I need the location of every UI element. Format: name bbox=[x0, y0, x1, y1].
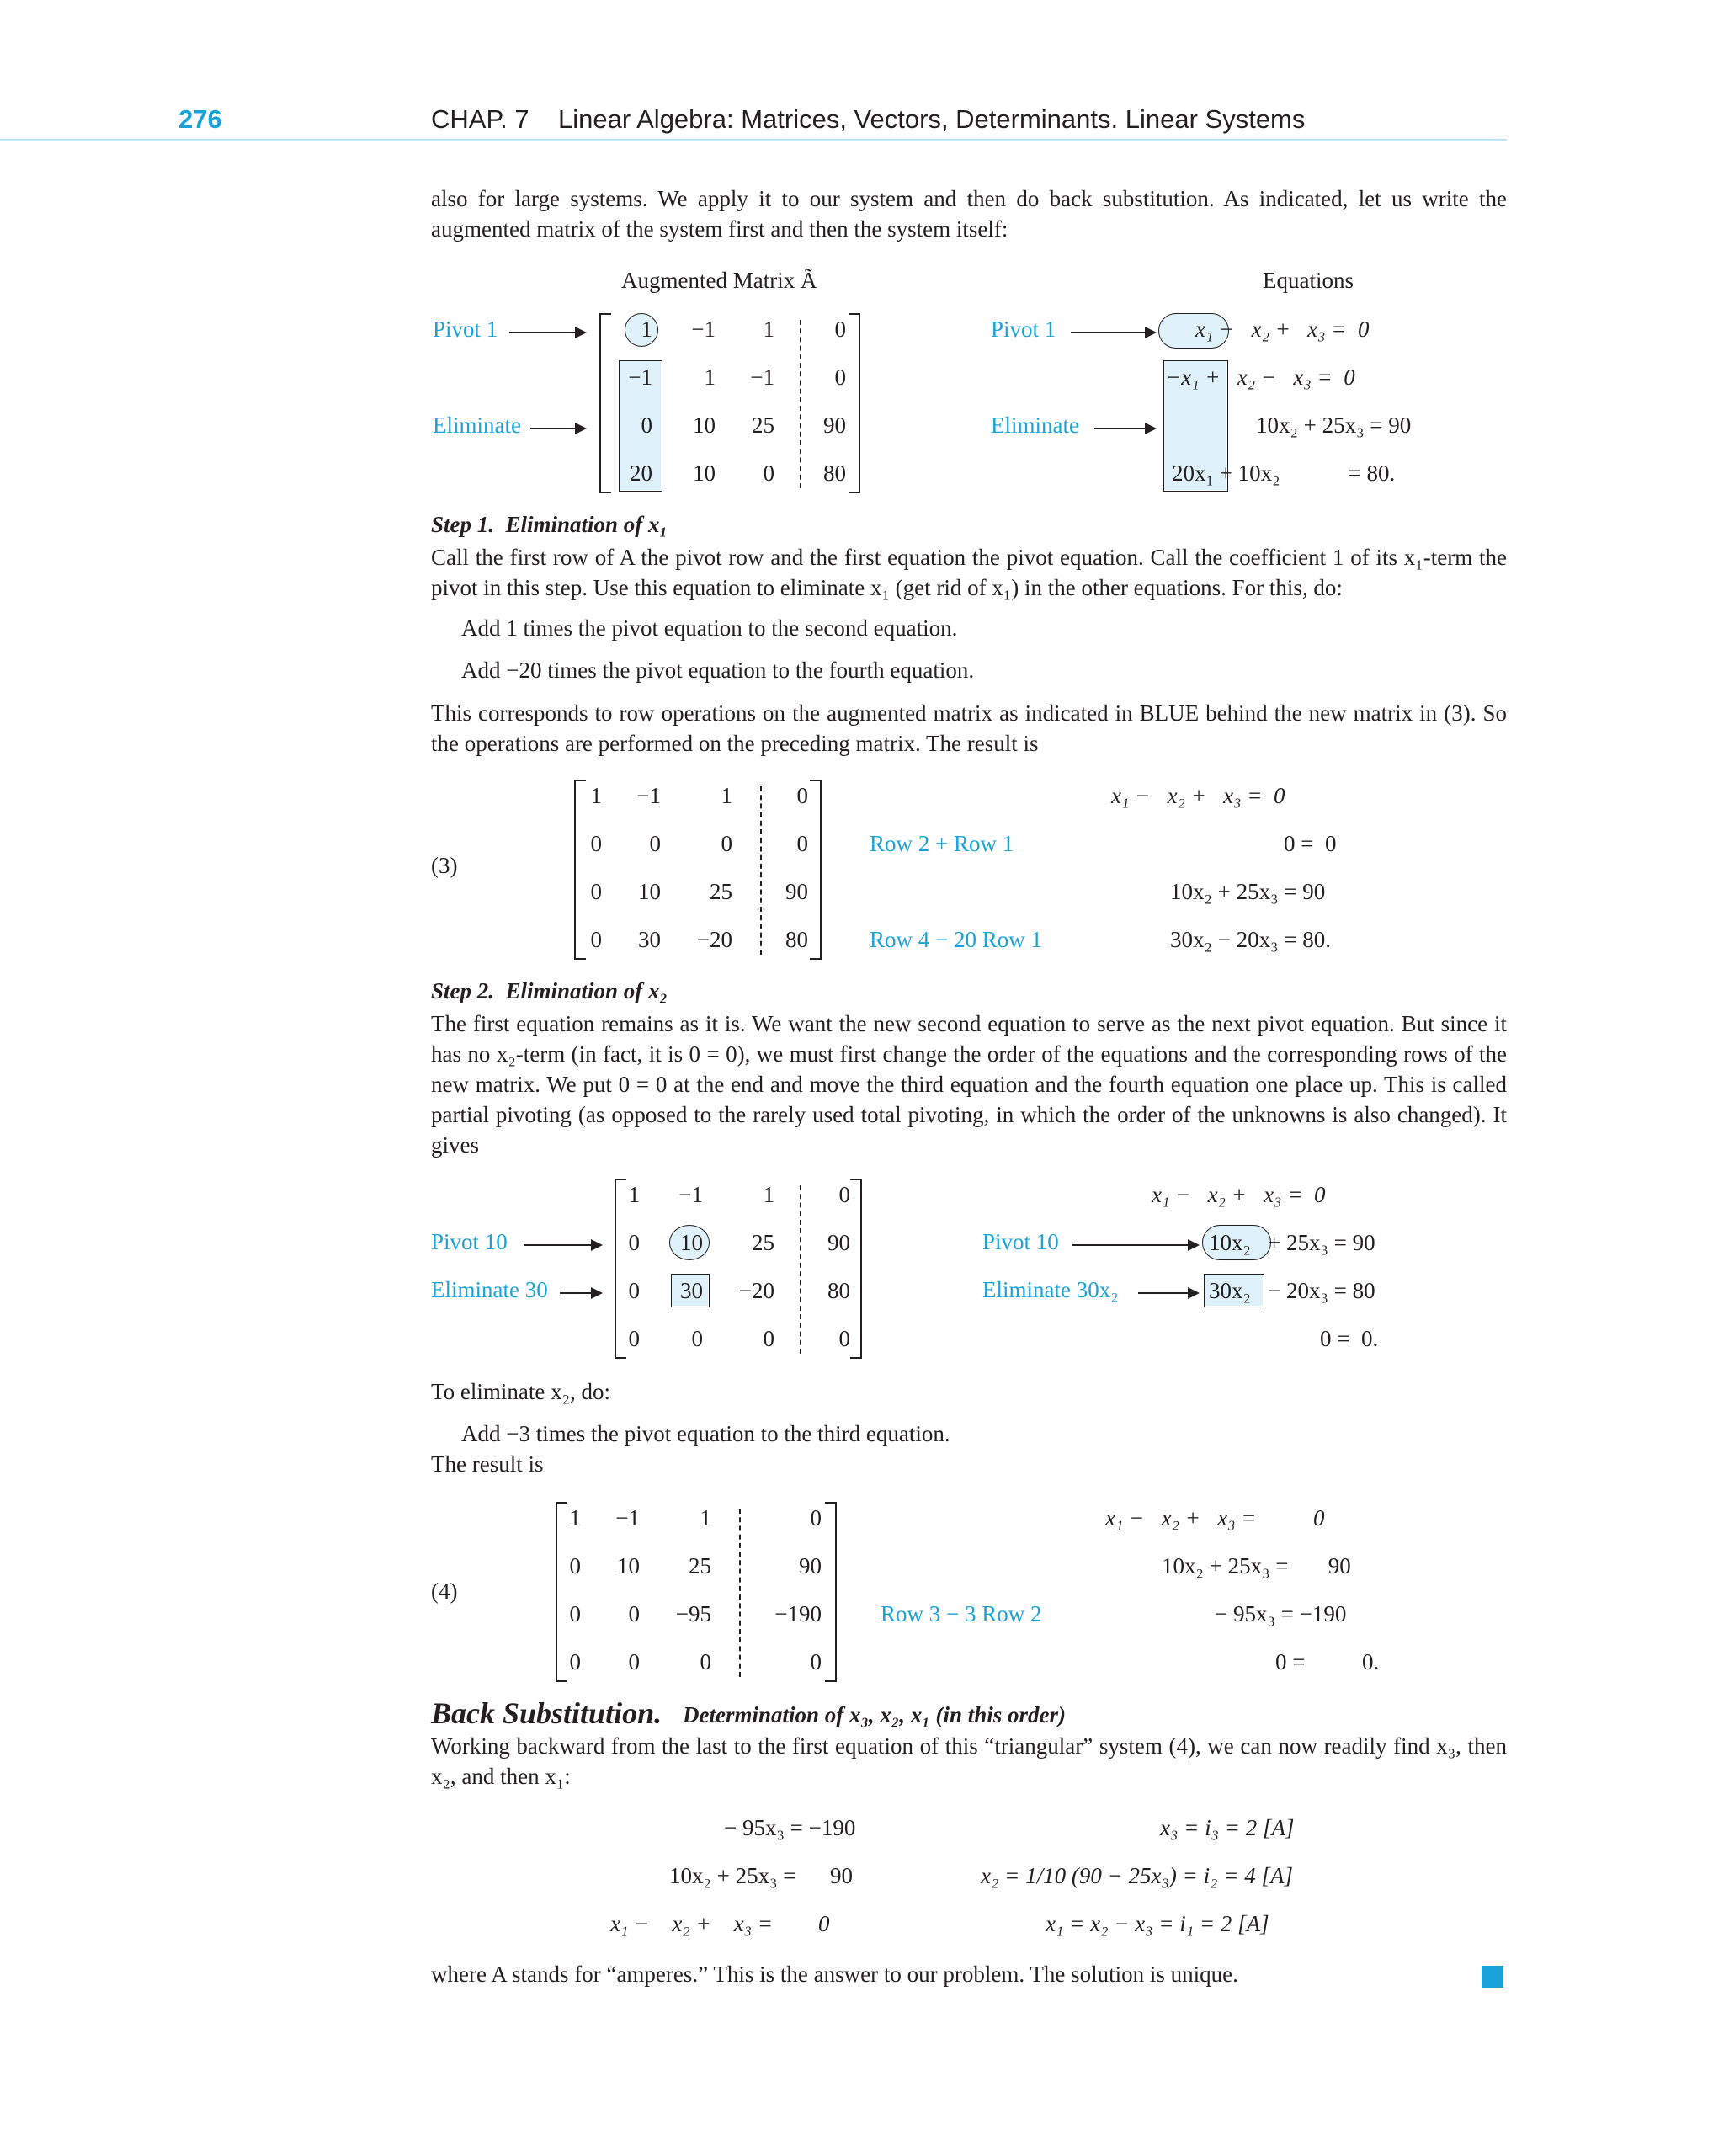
matrix-cell: −1 bbox=[678, 1182, 703, 1207]
chapter-title: CHAP. 7 Linear Algebra: Matrices, Vectors, Determinants. Linear Systems bbox=[431, 104, 1306, 134]
matrix-cell: 0 bbox=[569, 1553, 581, 1578]
matrix-cell: 90 bbox=[827, 1230, 850, 1255]
step-2-heading: Step 2. Elimination of x₂ bbox=[431, 978, 668, 1003]
matrix-cell: 0 bbox=[763, 1326, 774, 1351]
equation: 10x₂ + 25x₃ = 90 bbox=[1170, 879, 1326, 904]
matrix-cell: 10 bbox=[693, 413, 716, 438]
equation-term: − 20x₃ = 80 bbox=[1268, 1278, 1375, 1303]
equation: 10x₂ + 25x₃ = 90 bbox=[1162, 1553, 1351, 1578]
matrix-cell: 0 bbox=[590, 879, 602, 904]
back-solution: x₂ = 1/10 (90 − 25x₃) = i₂ = 4 [A] bbox=[981, 1863, 1293, 1888]
arrow-icon bbox=[560, 1292, 601, 1294]
arrow-icon bbox=[1072, 1244, 1198, 1246]
matrix-cell: 90 bbox=[799, 1553, 822, 1578]
matrix-cell: 1 bbox=[569, 1505, 581, 1530]
equation-term: 30x₂ bbox=[1209, 1278, 1251, 1303]
right-bracket bbox=[810, 780, 822, 960]
equation: − 95x₃ = −190 bbox=[1215, 1601, 1347, 1626]
matrix-cell: 1 bbox=[704, 365, 716, 390]
step-1-operation: Add 1 times the pivot equation to the second equation. bbox=[461, 615, 958, 641]
right-bracket bbox=[850, 1179, 862, 1359]
matrix-cell: −95 bbox=[675, 1601, 711, 1626]
equation: 0 = 0 bbox=[1284, 831, 1337, 856]
equation: x₁ − x₂ + x₃ = 0 bbox=[1152, 1182, 1326, 1207]
matrix-cell: 0 bbox=[691, 1326, 703, 1351]
eliminate-30-label: Eliminate 30 bbox=[431, 1277, 548, 1302]
augment-divider bbox=[739, 1509, 741, 1677]
equation: 0 = 0. bbox=[1275, 1649, 1380, 1674]
matrix-cell: 1 bbox=[700, 1505, 711, 1530]
eliminate-label: Eliminate bbox=[433, 413, 521, 438]
augment-divider bbox=[800, 320, 801, 488]
augment-divider bbox=[800, 1185, 801, 1354]
matrix-cell: 25 bbox=[752, 413, 774, 438]
end-of-example-mark bbox=[1482, 1966, 1503, 1988]
matrix-cell: 80 bbox=[823, 460, 846, 486]
matrix-cell: 0 bbox=[796, 783, 808, 808]
step-2-line: To eliminate x₂, do: bbox=[431, 1379, 610, 1404]
matrix-cell: −190 bbox=[774, 1601, 822, 1626]
matrix-cell: 1 bbox=[628, 1182, 640, 1207]
arrow-icon bbox=[1071, 332, 1155, 333]
step-2-operation: Add −3 times the pivot equation to the third equation. bbox=[461, 1421, 950, 1446]
matrix-cell: 0 bbox=[590, 927, 602, 952]
row-operation: Row 2 + Row 1 bbox=[870, 831, 1014, 856]
equation: 0 = 0. bbox=[1320, 1326, 1379, 1351]
augment-divider bbox=[760, 786, 762, 955]
matrix-cell: 0 bbox=[796, 831, 808, 856]
equation-number: (4) bbox=[431, 1578, 458, 1604]
equation: 10x₂ + 25x₃ = 90 bbox=[1256, 413, 1412, 438]
pivot-10-eq-label: Pivot 10 bbox=[982, 1229, 1059, 1254]
row-operation: Row 3 − 3 Row 2 bbox=[881, 1601, 1042, 1626]
equation-term: + 25x₃ = 90 bbox=[1268, 1230, 1375, 1255]
matrix-cell: 10 bbox=[680, 1230, 703, 1255]
matrix-cell: 25 bbox=[689, 1553, 711, 1578]
matrix-cell: 0 bbox=[838, 1326, 850, 1351]
equation: x₁ − x₂ + x₃ = 0 bbox=[1111, 783, 1285, 808]
back-equation: 10x₂ + 25x₃ = 90 bbox=[669, 1863, 854, 1888]
page-number: 276 bbox=[178, 104, 222, 134]
matrix-cell: 0 bbox=[810, 1505, 822, 1530]
matrix-cell: 0 bbox=[834, 365, 846, 390]
step-1-operation: Add −20 times the pivot equation to the fourth equation. bbox=[461, 657, 975, 683]
matrix-cell: 0 bbox=[628, 1649, 640, 1674]
right-bracket bbox=[849, 313, 860, 493]
matrix-cell: 0 bbox=[569, 1601, 581, 1626]
back-substitution-heading: Back Substitution. bbox=[431, 1696, 662, 1730]
matrix-cell: 10 bbox=[638, 879, 661, 904]
arrow-icon bbox=[1094, 428, 1155, 429]
arrow-icon bbox=[509, 332, 585, 333]
matrix-cell: 0 bbox=[590, 831, 602, 856]
row-operation: Row 4 − 20 Row 1 bbox=[870, 927, 1042, 952]
matrix-cell: 90 bbox=[785, 879, 808, 904]
matrix-cell: 0 bbox=[628, 1278, 640, 1303]
pivot-1-eq-label: Pivot 1 bbox=[991, 317, 1056, 342]
matrix-cell: 30 bbox=[680, 1278, 703, 1303]
matrix-cell: 80 bbox=[827, 1278, 850, 1303]
closing-sentence: where A stands for “amperes.” This is the answer to our problem. The solution is unique. bbox=[431, 1962, 1238, 1987]
matrix-cell: 10 bbox=[693, 460, 716, 486]
eliminate-30x2-label: Eliminate 30x₂ bbox=[982, 1277, 1119, 1302]
matrix-cell: 0 bbox=[628, 1601, 640, 1626]
equations-title: Equations bbox=[1263, 268, 1354, 293]
matrix-cell: 0 bbox=[721, 831, 732, 856]
pivot-10-label: Pivot 10 bbox=[431, 1229, 508, 1254]
matrix-cell: 1 bbox=[641, 317, 652, 342]
back-equation: − 95x₃ = −190 bbox=[724, 1815, 856, 1840]
augmented-matrix-title: Augmented Matrix Ã bbox=[621, 268, 817, 293]
matrix-cell: 0 bbox=[628, 1230, 640, 1255]
back-substitution-paragraph: Working backward from the last to the first equation of this “triangular” system (4), we can now readily find x₃, then x₂, and then x₁: bbox=[431, 1733, 1507, 1789]
equation: −x₁ + x₂ − x₃ = 0 bbox=[1166, 365, 1355, 390]
matrix-cell: 0 bbox=[569, 1649, 581, 1674]
right-bracket bbox=[825, 1502, 837, 1682]
matrix-cell: 80 bbox=[785, 927, 808, 952]
arrow-icon bbox=[524, 1244, 601, 1246]
back-solution: x₃ = i₃ = 2 [A] bbox=[1160, 1815, 1295, 1840]
matrix-cell: 10 bbox=[617, 1553, 640, 1578]
step-1-heading: Step 1. Elimination of x₁ bbox=[431, 512, 668, 537]
matrix-cell: 0 bbox=[838, 1182, 850, 1207]
step-2-line: The result is bbox=[431, 1451, 544, 1477]
equation: 30x₂ − 20x₃ = 80. bbox=[1170, 927, 1332, 952]
back-equation: x₁ − x₂ + x₃ = 0 bbox=[610, 1911, 830, 1936]
matrix-cell: −20 bbox=[696, 927, 732, 952]
equation-term: 10x₂ bbox=[1209, 1230, 1251, 1255]
step-1-paragraph: Call the first row of A the pivot row and the first equation the pivot equation. Call the coefficient 1 of its x₁-term the pivot in this step. Use this equation to eliminate x₁ (get rid of x₁) in the other equations. For this, do: bbox=[431, 545, 1507, 600]
left-bracket bbox=[599, 313, 611, 493]
equation: 20x₁ + 10x₂ = 80. bbox=[1172, 460, 1396, 486]
matrix-cell: 1 bbox=[763, 1182, 774, 1207]
arrow-icon bbox=[530, 428, 585, 429]
matrix-cell: −20 bbox=[738, 1278, 774, 1303]
matrix-cell: 0 bbox=[700, 1649, 711, 1674]
matrix-cell: −1 bbox=[628, 365, 652, 390]
matrix-cell: 0 bbox=[641, 413, 652, 438]
matrix-cell: 25 bbox=[752, 1230, 774, 1255]
matrix-cell: −1 bbox=[615, 1505, 640, 1530]
matrix-cell: −1 bbox=[691, 317, 716, 342]
matrix-cell: 30 bbox=[638, 927, 661, 952]
matrix-cell: 0 bbox=[763, 460, 774, 486]
arrow-icon bbox=[1138, 1292, 1198, 1294]
equation: x₁ − x₂ + x₃ = 0 bbox=[1195, 317, 1370, 342]
eliminate-eq-label: Eliminate bbox=[991, 413, 1079, 438]
matrix-cell: 20 bbox=[630, 460, 652, 486]
header-rule bbox=[0, 139, 1507, 141]
matrix-cell: 25 bbox=[710, 879, 732, 904]
matrix-cell: 90 bbox=[823, 413, 846, 438]
step-1-paragraph-2: This corresponds to row operations on the augmented matrix as indicated in BLUE behind the new matrix in (3). So the operations are performed on the preceding matrix. The result is bbox=[431, 700, 1507, 756]
equation: x₁ − x₂ + x₃ = 0 bbox=[1105, 1505, 1325, 1530]
matrix-cell: −1 bbox=[636, 783, 661, 808]
step-2-paragraph: The first equation remains as it is. We want the new second equation to serve as the next pivot equation. But since it has no x₂-term (in fact, it is 0 = 0), we must first change the order of the equations and the corresponding rows of the new matrix. We put 0 = 0 at the end and move the third equation and the fourth equation one place up. This is called partial pivoting (as opposed to the rarely used total pivoting, in which the order of the unknowns is also changed). It gives bbox=[431, 1011, 1507, 1158]
equation-number: (3) bbox=[431, 853, 458, 878]
matrix-cell: 1 bbox=[721, 783, 732, 808]
matrix-cell: −1 bbox=[750, 365, 774, 390]
matrix-cell: 0 bbox=[649, 831, 661, 856]
back-substitution-subheading: Determination of x₃, x₂, x₁ (in this order) bbox=[683, 1702, 1067, 1727]
matrix-cell: 1 bbox=[590, 783, 602, 808]
pivot-1-label: Pivot 1 bbox=[433, 317, 498, 342]
back-solution: x₁ = x₂ − x₃ = i₁ = 2 [A] bbox=[1046, 1911, 1269, 1936]
matrix-cell: 0 bbox=[810, 1649, 822, 1674]
matrix-cell: 0 bbox=[628, 1326, 640, 1351]
matrix-cell: 1 bbox=[763, 317, 774, 342]
matrix-cell: 0 bbox=[834, 317, 846, 342]
intro-paragraph: also for large systems. We apply it to our system and then do back substitution. As indicated, let us write the augmented matrix of the system first and then the system itself: bbox=[431, 186, 1507, 242]
